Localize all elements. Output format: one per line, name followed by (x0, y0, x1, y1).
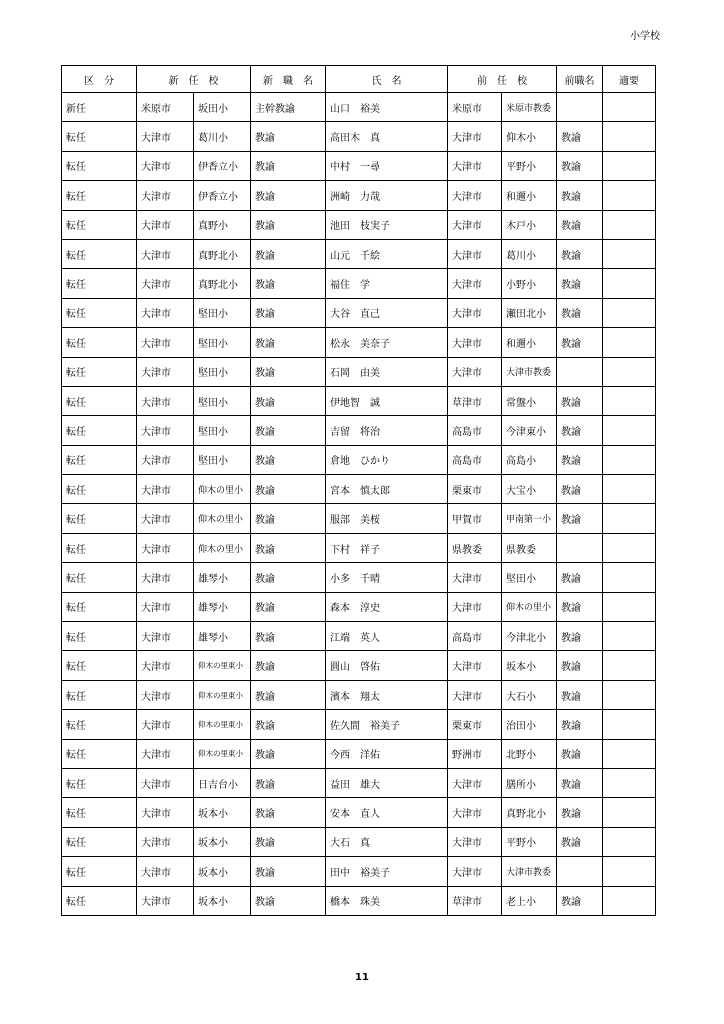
cell-prev-position: 教諭 (557, 798, 603, 827)
cell-new-school: 雄琴小 (194, 622, 251, 651)
cell-new-position: 教諭 (251, 622, 326, 651)
table-row (62, 122, 656, 151)
cell-prev-school: 和邇小 (502, 328, 557, 357)
cell-new-city: 大津市 (137, 886, 194, 915)
cell-new-position: 教諭 (251, 298, 326, 327)
header-new-school: 新 任 校 (137, 66, 251, 93)
cell-notes (603, 416, 656, 445)
cell-prev-city: 大津市 (448, 298, 502, 327)
table-row (62, 239, 656, 268)
cell-name: 山口 裕美 (326, 93, 448, 122)
cell-new-city: 大津市 (137, 298, 194, 327)
cell-notes (603, 151, 656, 180)
cell-prev-city: 草津市 (448, 886, 502, 915)
cell-notes (603, 886, 656, 915)
cell-notes (603, 798, 656, 827)
cell-notes (603, 357, 656, 386)
cell-prev-position: 教諭 (557, 710, 603, 739)
cell-name: 山元 千絵 (326, 239, 448, 268)
cell-name: 森本 淳史 (326, 592, 448, 621)
cell-new-school: 伊香立小 (194, 151, 251, 180)
cell-kubun: 転任 (62, 798, 137, 827)
cell-kubun: 転任 (62, 475, 137, 504)
cell-notes (603, 768, 656, 797)
cell-prev-position: 教諭 (557, 739, 603, 768)
cell-notes (603, 651, 656, 680)
cell-new-position: 教諭 (251, 269, 326, 298)
cell-prev-city: 大津市 (448, 151, 502, 180)
header-prev-position: 前職名 (557, 66, 603, 93)
cell-name: 松永 美奈子 (326, 328, 448, 357)
table-row (62, 298, 656, 327)
table-row (62, 93, 656, 122)
table-row (62, 533, 656, 562)
cell-new-city: 大津市 (137, 563, 194, 592)
cell-kubun: 転任 (62, 739, 137, 768)
table-row (62, 357, 656, 386)
cell-name: 益田 雄大 (326, 768, 448, 797)
cell-new-position: 教諭 (251, 416, 326, 445)
cell-prev-position: 教諭 (557, 475, 603, 504)
cell-name: 小多 千晴 (326, 563, 448, 592)
cell-new-school: 坂本小 (194, 827, 251, 856)
cell-prev-position: 教諭 (557, 122, 603, 151)
cell-prev-school: 治田小 (502, 710, 557, 739)
cell-new-school: 仰木の里小 (194, 504, 251, 533)
cell-prev-school: 坂本小 (502, 651, 557, 680)
cell-prev-city: 野洲市 (448, 739, 502, 768)
cell-new-school: 仰木の里小 (194, 533, 251, 562)
cell-kubun: 転任 (62, 328, 137, 357)
cell-prev-school: 今津東小 (502, 416, 557, 445)
cell-name: 圓山 啓佑 (326, 651, 448, 680)
cell-kubun: 転任 (62, 357, 137, 386)
cell-prev-city: 大津市 (448, 181, 502, 210)
table-row (62, 269, 656, 298)
cell-prev-position: 教諭 (557, 827, 603, 856)
cell-prev-school: 今津北小 (502, 622, 557, 651)
cell-new-city: 大津市 (137, 269, 194, 298)
cell-name: 服部 美桜 (326, 504, 448, 533)
cell-kubun: 転任 (62, 151, 137, 180)
cell-name: 安本 直人 (326, 798, 448, 827)
cell-prev-city: 大津市 (448, 798, 502, 827)
cell-prev-school: 高島小 (502, 445, 557, 474)
cell-kubun: 転任 (62, 210, 137, 239)
cell-notes (603, 857, 656, 886)
cell-prev-city: 栗東市 (448, 710, 502, 739)
cell-new-school: 葛川小 (194, 122, 251, 151)
cell-new-position: 教諭 (251, 739, 326, 768)
cell-name: 田中 裕美子 (326, 857, 448, 886)
cell-prev-position: 教諭 (557, 651, 603, 680)
cell-new-position: 教諭 (251, 445, 326, 474)
table-row (62, 739, 656, 768)
table-row (62, 798, 656, 827)
cell-new-position: 教諭 (251, 533, 326, 562)
cell-new-position: 教諭 (251, 768, 326, 797)
cell-notes (603, 563, 656, 592)
cell-name: 江端 英人 (326, 622, 448, 651)
cell-kubun: 転任 (62, 710, 137, 739)
cell-prev-city: 草津市 (448, 386, 502, 415)
page-category-label: 小学校 (630, 31, 660, 42)
cell-prev-position: 教諭 (557, 269, 603, 298)
cell-prev-position: 教諭 (557, 298, 603, 327)
cell-new-school: 仰木の里東小 (194, 739, 251, 768)
cell-notes (603, 445, 656, 474)
cell-prev-position: 教諭 (557, 181, 603, 210)
cell-name: 高田木 真 (326, 122, 448, 151)
cell-new-city: 大津市 (137, 680, 194, 709)
cell-new-position: 教諭 (251, 798, 326, 827)
cell-prev-school: 葛川小 (502, 239, 557, 268)
cell-new-city: 大津市 (137, 122, 194, 151)
cell-prev-position: 教諭 (557, 563, 603, 592)
cell-new-position: 教諭 (251, 886, 326, 915)
cell-new-school: 仰木の里東小 (194, 710, 251, 739)
cell-new-school: 坂本小 (194, 857, 251, 886)
cell-kubun: 転任 (62, 651, 137, 680)
table-row (62, 886, 656, 915)
cell-new-position: 教諭 (251, 151, 326, 180)
table-row (62, 210, 656, 239)
cell-name: 下村 祥子 (326, 533, 448, 562)
header-name: 氏 名 (326, 66, 448, 93)
cell-new-position: 教諭 (251, 592, 326, 621)
cell-new-position: 教諭 (251, 680, 326, 709)
table-row (62, 592, 656, 621)
cell-new-city: 大津市 (137, 592, 194, 621)
cell-new-city: 大津市 (137, 798, 194, 827)
table-row (62, 651, 656, 680)
cell-name: 橋本 珠美 (326, 886, 448, 915)
cell-prev-school: 老上小 (502, 886, 557, 915)
cell-prev-city: 大津市 (448, 592, 502, 621)
personnel-table (61, 65, 656, 916)
cell-name: 伊地智 誠 (326, 386, 448, 415)
cell-name: 福住 学 (326, 269, 448, 298)
cell-kubun: 転任 (62, 298, 137, 327)
cell-notes (603, 328, 656, 357)
cell-notes (603, 827, 656, 856)
cell-new-city: 米原市 (137, 93, 194, 122)
cell-notes (603, 710, 656, 739)
cell-name: 濱本 翔太 (326, 680, 448, 709)
cell-kubun: 転任 (62, 592, 137, 621)
cell-prev-school: 木戸小 (502, 210, 557, 239)
cell-new-city: 大津市 (137, 739, 194, 768)
cell-name: 今西 洋佑 (326, 739, 448, 768)
cell-notes (603, 93, 656, 122)
cell-kubun: 転任 (62, 181, 137, 210)
cell-prev-school: 常盤小 (502, 386, 557, 415)
cell-new-position: 教諭 (251, 857, 326, 886)
cell-prev-city: 大津市 (448, 680, 502, 709)
cell-prev-school: 膳所小 (502, 768, 557, 797)
cell-prev-position: 教諭 (557, 328, 603, 357)
header-new-position: 新 職 名 (251, 66, 326, 93)
cell-new-position: 教諭 (251, 475, 326, 504)
cell-new-city: 大津市 (137, 416, 194, 445)
cell-prev-city: 栗東市 (448, 475, 502, 504)
cell-new-position: 教諭 (251, 210, 326, 239)
cell-kubun: 転任 (62, 504, 137, 533)
cell-prev-school: 大石小 (502, 680, 557, 709)
cell-kubun: 転任 (62, 533, 137, 562)
cell-name: 倉地 ひかり (326, 445, 448, 474)
cell-notes (603, 239, 656, 268)
cell-new-school: 堅田小 (194, 416, 251, 445)
table-row (62, 504, 656, 533)
cell-prev-position: 教諭 (557, 886, 603, 915)
cell-kubun: 転任 (62, 386, 137, 415)
cell-new-city: 大津市 (137, 475, 194, 504)
cell-new-city: 大津市 (137, 857, 194, 886)
cell-prev-city: 大津市 (448, 563, 502, 592)
cell-prev-city: 大津市 (448, 651, 502, 680)
cell-notes (603, 210, 656, 239)
cell-new-city: 大津市 (137, 386, 194, 415)
cell-prev-school: 北野小 (502, 739, 557, 768)
cell-new-city: 大津市 (137, 210, 194, 239)
cell-new-position: 教諭 (251, 504, 326, 533)
cell-notes (603, 592, 656, 621)
cell-prev-position (557, 533, 603, 562)
cell-kubun: 転任 (62, 680, 137, 709)
cell-new-position: 教諭 (251, 710, 326, 739)
cell-prev-position: 教諭 (557, 680, 603, 709)
cell-name: 洲崎 力哉 (326, 181, 448, 210)
cell-new-school: 伊香立小 (194, 181, 251, 210)
cell-new-school: 仰木の里小 (194, 475, 251, 504)
cell-notes (603, 680, 656, 709)
cell-prev-city: 大津市 (448, 328, 502, 357)
cell-new-city: 大津市 (137, 504, 194, 533)
cell-new-school: 雄琴小 (194, 563, 251, 592)
cell-new-city: 大津市 (137, 827, 194, 856)
table-row (62, 416, 656, 445)
header-notes: 適要 (603, 66, 656, 93)
cell-prev-school: 和邇小 (502, 181, 557, 210)
cell-prev-position: 教諭 (557, 210, 603, 239)
cell-new-school: 真野北小 (194, 269, 251, 298)
table-row (62, 622, 656, 651)
table-row (62, 181, 656, 210)
cell-prev-school: 大津市教委 (502, 857, 557, 886)
cell-new-city: 大津市 (137, 768, 194, 797)
cell-new-school: 日吉台小 (194, 768, 251, 797)
cell-new-school: 堅田小 (194, 445, 251, 474)
cell-prev-city: 米原市 (448, 93, 502, 122)
cell-new-city: 大津市 (137, 181, 194, 210)
cell-kubun: 転任 (62, 827, 137, 856)
table-row (62, 768, 656, 797)
table-row (62, 827, 656, 856)
cell-prev-city: 高島市 (448, 416, 502, 445)
cell-notes (603, 386, 656, 415)
cell-new-school: 坂本小 (194, 798, 251, 827)
cell-prev-position: 教諭 (557, 504, 603, 533)
cell-prev-city: 大津市 (448, 122, 502, 151)
cell-new-position: 教諭 (251, 386, 326, 415)
cell-notes (603, 181, 656, 210)
cell-notes (603, 739, 656, 768)
cell-name: 吉留 将治 (326, 416, 448, 445)
cell-prev-school: 瀬田北小 (502, 298, 557, 327)
cell-name: 池田 枝実子 (326, 210, 448, 239)
cell-prev-school: 米原市教委 (502, 93, 557, 122)
cell-prev-school: 小野小 (502, 269, 557, 298)
cell-prev-position: 教諭 (557, 445, 603, 474)
cell-prev-city: 高島市 (448, 622, 502, 651)
cell-kubun: 転任 (62, 416, 137, 445)
cell-name: 中村 一尋 (326, 151, 448, 180)
cell-name: 大谷 直己 (326, 298, 448, 327)
cell-kubun: 転任 (62, 622, 137, 651)
cell-prev-school: 堅田小 (502, 563, 557, 592)
cell-new-position: 教諭 (251, 181, 326, 210)
cell-kubun: 転任 (62, 239, 137, 268)
table-row (62, 386, 656, 415)
cell-new-city: 大津市 (137, 445, 194, 474)
table-row (62, 710, 656, 739)
cell-new-city: 大津市 (137, 239, 194, 268)
cell-kubun: 転任 (62, 768, 137, 797)
cell-kubun: 転任 (62, 563, 137, 592)
cell-new-school: 仰木の里東小 (194, 651, 251, 680)
table-row (62, 857, 656, 886)
table-row (62, 445, 656, 474)
cell-prev-city: 大津市 (448, 210, 502, 239)
cell-new-position: 教諭 (251, 328, 326, 357)
table-row (62, 151, 656, 180)
cell-prev-position: 教諭 (557, 416, 603, 445)
cell-prev-position: 教諭 (557, 622, 603, 651)
table-header-row (62, 66, 656, 93)
cell-prev-school: 仰木の里小 (502, 592, 557, 621)
cell-kubun: 転任 (62, 886, 137, 915)
cell-prev-school: 仰木小 (502, 122, 557, 151)
cell-new-city: 大津市 (137, 710, 194, 739)
cell-new-school: 仰木の里東小 (194, 680, 251, 709)
cell-new-position: 教諭 (251, 563, 326, 592)
cell-new-school: 坂田小 (194, 93, 251, 122)
cell-prev-city: 大津市 (448, 357, 502, 386)
table-row (62, 328, 656, 357)
cell-prev-position: 教諭 (557, 239, 603, 268)
table-row (62, 680, 656, 709)
cell-new-position: 教諭 (251, 239, 326, 268)
cell-notes (603, 622, 656, 651)
cell-kubun: 転任 (62, 269, 137, 298)
cell-kubun: 転任 (62, 857, 137, 886)
cell-prev-school: 平野小 (502, 827, 557, 856)
cell-kubun: 転任 (62, 445, 137, 474)
cell-new-city: 大津市 (137, 328, 194, 357)
cell-prev-city: 県教委 (448, 533, 502, 562)
cell-new-school: 雄琴小 (194, 592, 251, 621)
table-row (62, 563, 656, 592)
cell-new-school: 坂本小 (194, 886, 251, 915)
page-number: 11 (355, 972, 369, 983)
cell-prev-city: 大津市 (448, 827, 502, 856)
cell-new-school: 真野北小 (194, 239, 251, 268)
cell-notes (603, 504, 656, 533)
cell-prev-position (557, 93, 603, 122)
cell-prev-school: 大宝小 (502, 475, 557, 504)
cell-prev-school: 甲南第一小 (502, 504, 557, 533)
cell-prev-city: 大津市 (448, 857, 502, 886)
cell-new-position: 教諭 (251, 122, 326, 151)
cell-prev-city: 大津市 (448, 239, 502, 268)
cell-new-position: 主幹教諭 (251, 93, 326, 122)
cell-prev-city: 大津市 (448, 269, 502, 298)
cell-new-school: 真野小 (194, 210, 251, 239)
cell-new-city: 大津市 (137, 651, 194, 680)
cell-prev-school: 平野小 (502, 151, 557, 180)
cell-kubun: 新任 (62, 93, 137, 122)
cell-new-city: 大津市 (137, 357, 194, 386)
cell-prev-position (557, 857, 603, 886)
cell-kubun: 転任 (62, 122, 137, 151)
cell-name: 宮本 慎太郎 (326, 475, 448, 504)
cell-notes (603, 533, 656, 562)
cell-name: 佐久間 裕美子 (326, 710, 448, 739)
header-kubun: 区 分 (62, 66, 137, 93)
cell-name: 石岡 由美 (326, 357, 448, 386)
cell-name: 大石 真 (326, 827, 448, 856)
cell-prev-position: 教諭 (557, 768, 603, 797)
cell-new-school: 堅田小 (194, 357, 251, 386)
cell-prev-position: 教諭 (557, 592, 603, 621)
cell-new-city: 大津市 (137, 151, 194, 180)
cell-notes (603, 269, 656, 298)
cell-new-position: 教諭 (251, 827, 326, 856)
cell-prev-city: 高島市 (448, 445, 502, 474)
cell-prev-position: 教諭 (557, 386, 603, 415)
cell-prev-position (557, 357, 603, 386)
cell-new-position: 教諭 (251, 357, 326, 386)
cell-notes (603, 122, 656, 151)
cell-notes (603, 475, 656, 504)
cell-notes (603, 298, 656, 327)
cell-new-school: 堅田小 (194, 386, 251, 415)
cell-new-school: 堅田小 (194, 298, 251, 327)
cell-prev-school: 大津市教委 (502, 357, 557, 386)
table-row (62, 475, 656, 504)
cell-prev-city: 大津市 (448, 768, 502, 797)
cell-prev-school: 真野北小 (502, 798, 557, 827)
cell-new-city: 大津市 (137, 622, 194, 651)
cell-prev-school: 県教委 (502, 533, 557, 562)
cell-prev-city: 甲賀市 (448, 504, 502, 533)
cell-new-city: 大津市 (137, 533, 194, 562)
cell-new-position: 教諭 (251, 651, 326, 680)
cell-prev-position: 教諭 (557, 151, 603, 180)
cell-new-school: 堅田小 (194, 328, 251, 357)
header-prev-school: 前 任 校 (448, 66, 557, 93)
